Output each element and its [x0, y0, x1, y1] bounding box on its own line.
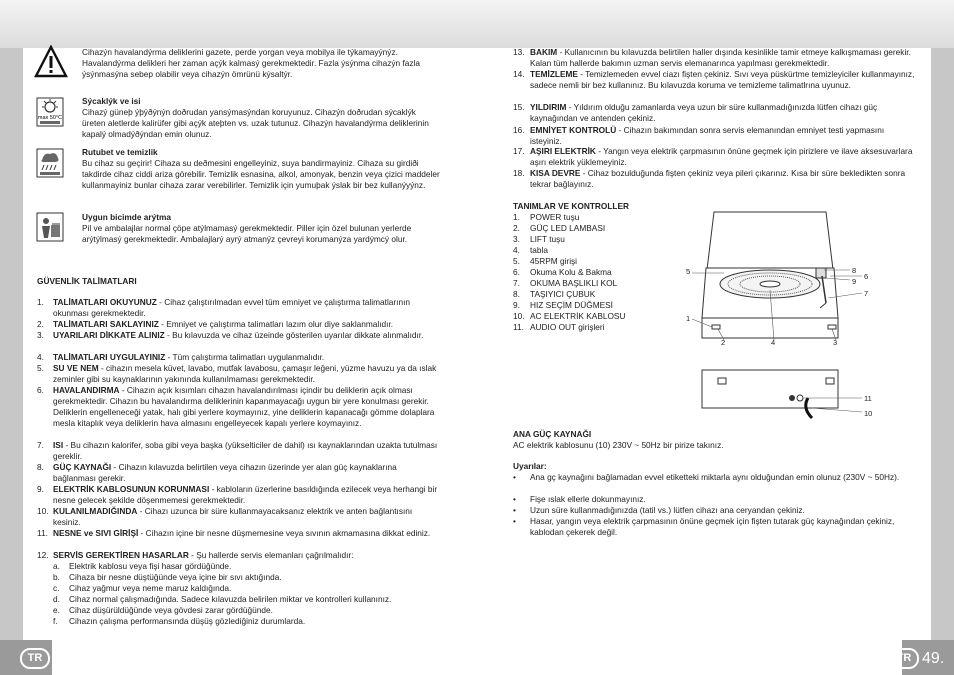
safety-item-text: - Cihazın içine bir nesne düşmemesine veya sıvının akmamasına dikkat ediniz.	[138, 528, 431, 538]
bullet: •	[513, 472, 516, 482]
callout-4: 4	[771, 338, 776, 347]
safety-item-text: - Cihazın bakımından sonra servis elemanından emniyet testi yapmasını isteyiniz.	[530, 125, 885, 146]
safety-item-title: SERVİS GEREKTİREN HASARLAR	[53, 550, 189, 560]
safety-item-title: AŞIRI ELEKTRİK	[530, 146, 596, 156]
control-number: 6.	[513, 267, 520, 277]
right-gutter	[931, 48, 954, 675]
sublist-item: Elektrik kablosu veya fişi hasar gördüğünde.	[69, 561, 232, 571]
safety-item-text: - Emniyet ve çalıştırma talimatları lazım olur diye saklanmalıdır.	[158, 319, 394, 329]
safety-item	[53, 363, 438, 385]
sublist-letter: b.	[53, 572, 60, 582]
safety-item-number: 14.	[513, 69, 525, 79]
safety-item	[530, 47, 915, 69]
bullet: •	[513, 516, 516, 526]
control-number: 8.	[513, 289, 520, 299]
control-number: 3.	[513, 234, 520, 244]
control-number: 9.	[513, 300, 520, 310]
sublist-item: Cihaz normal çalışmadığında. Sadece kılavuzda belirilen miktar ve kontrolleri kullanınız.	[69, 594, 392, 604]
safety-item-text: - Yangın veya elektrik çarpmasının önüne geçmek için pirizlere ve ilave aksesuvarlara aşırı elektrik yüklemeyiniz.	[530, 146, 913, 167]
safety-item	[53, 484, 438, 506]
control-number: 1.	[513, 212, 520, 222]
sublist-item: Cihaza bir nesne düştüğünde veya içine bir sıvı aktığında.	[69, 572, 282, 582]
recycle-bin-icon	[36, 212, 64, 242]
safety-item	[53, 330, 438, 341]
safety-item-number: 1.	[37, 297, 44, 307]
control-label: LIFT tuşu	[530, 234, 565, 244]
safety-item-text: - Bu kılavuzda ve cihaz üzeinde gösterilen uyarılar dikkate alınmalıdır.	[164, 330, 424, 340]
callout-3: 3	[833, 338, 838, 347]
safety-item-number: 11.	[37, 528, 48, 538]
disposal-title: Uygun bicimde arýtma	[82, 212, 171, 222]
max-temp-label: max 50°C	[37, 115, 63, 121]
safety-item-text: - Şu hallerde servis elemanları çağrılmalıdır:	[188, 550, 354, 560]
safety-item-text: - cihazın mesela küvet, lavabo, mutfak lavabosu, çamaşır leğeni, yüzme havuzu ya da ıslak zeminler gibi su kaynaklarının yakınında kullanılmaması gerekmektedir.	[53, 363, 437, 384]
disposal-text: Pil ve ambalajlar normal çöpe atýlmamasý gerekmektedir. Piller için özel bulunan yerlerde arýtýlmasý gerekmektedir. Ambalajlarý ayrý atmanýz çevreyi korumanýza yardýmcý olur.	[82, 223, 412, 244]
power-heading: ANA GÜÇ KAYNAĞI	[513, 429, 592, 439]
warning-item: Uzun süre kullanmadığınızda (tatil vs.) lütfen cihazı ana ceryandan çekiniz.	[530, 505, 805, 515]
top-band	[0, 0, 954, 48]
callout-7: 7	[864, 289, 869, 298]
safety-item-text: - Yıldırım olduğu zamanlarda veya uzun bir süre kullanmadığınızda lütfen cihazı güç kaynağından ve antenden çekiniz.	[530, 102, 878, 123]
safety-item-text: - Temizlemeden evvel ciazı fişten çekiniz. Sıvı veya püskürtme temizleyiciler kullanmayınız, sadece nemli bir bez kullanınız. Bu kılavuzda koruma ve temizleme talimatlrına uyunuz.	[530, 69, 915, 90]
safety-item-title: TEMİZLEME	[530, 69, 578, 79]
safety-item-text: - Kullanıcının bu kılavuzda belirtilen haller dışında kesinlikle tamir etmeye kalkışmaması gerekir. Kalan tüm hallerde bakımın uzman servis elemanarınca yapılması gerekmektedir.	[530, 47, 911, 68]
safety-item-number: 8.	[37, 462, 44, 472]
sublist-letter: a.	[53, 561, 60, 571]
safety-item-number: 16.	[513, 125, 525, 135]
safety-item	[53, 550, 438, 561]
control-label: Okuma Kolu & Bakma	[530, 267, 612, 277]
callout-10: 10	[864, 409, 873, 418]
lang-tag-left: TR	[20, 648, 50, 669]
safety-item-title: UYARILARI DİKKATE ALINIZ	[53, 330, 165, 340]
control-number: 11.	[513, 322, 524, 332]
safety-item-title: ELEKTRİK KABLOSUNUN KORUNMASI	[53, 484, 210, 494]
control-label: TAŞIYICI ÇUBUK	[530, 289, 596, 299]
callout-11: 11	[864, 394, 872, 403]
left-gutter	[0, 48, 23, 675]
safety-item	[53, 440, 438, 462]
safety-item-text: - kabloların üzerlerine basıldığında ezilecek veya herhangi bir nesne gelecek şekilde döşenmemesi gerekmektedir.	[53, 484, 438, 505]
safety-item	[530, 102, 915, 124]
safety-item-title: EMNİYET KONTROLÜ	[530, 125, 617, 135]
safety-item	[53, 297, 438, 319]
control-label: AC ELEKTRİK KABLOSU	[530, 311, 626, 321]
safety-item-title: BAKIM	[530, 47, 558, 57]
callout-1: 1	[686, 314, 691, 323]
control-label: HIZ SEÇİM DÜĞMESİ	[530, 300, 613, 310]
safety-item	[530, 125, 915, 147]
callout-8: 8	[852, 266, 857, 275]
ventilation-intro: Cihazýn havalandýrma deliklerini gazete, perde yorgan veya mobilya ile týkamayýnýz. Havalandýrma delikleri her zaman açýk kalmasý gerekmektedir. Fazla ýsýnma cihazýn fazla ýsýnmasýna sebep olabilir veya cihazýn ömrünü kýsaltýr.	[82, 47, 421, 79]
safety-item-title: ISI	[53, 440, 64, 450]
sublist-item: Cihaz düşürüldüğünde veya gövdesi zarar gördüğünde.	[69, 605, 273, 615]
warning-icon	[34, 45, 68, 79]
sublist-letter: f.	[53, 616, 58, 626]
safety-item-number: 2.	[37, 319, 44, 329]
safety-item-number: 18.	[513, 168, 525, 178]
warnings-heading: Uyarılar:	[513, 461, 547, 471]
sublist-letter: e.	[53, 605, 60, 615]
safety-item-text: - Cihazın açık kısımları cihazın havalandırılması içindir bu deliklerin açık olması gerekmektedir. Cihazın bu havalandırma deliklerinin kapanmayacağı uygun bir yere konulması gerekir. Deliklerin engelleneceği yatak, halı gibi yerlere koymayınız, yine deliklerin kapanacağı gömme dolaplara mesla kitaplık veya deliklerin hava almasını engelleyecek kapalı yerlere koymayınız.	[53, 385, 435, 428]
callout-5: 5	[686, 267, 691, 276]
safety-item-title: GÜÇ KAYNAĞI	[53, 462, 112, 472]
safety-item	[530, 146, 915, 168]
safety-item	[530, 69, 915, 91]
sublist-item: Cihazın çalışma performansında düşüş gözlediğiniz durumlarda.	[69, 616, 306, 626]
control-number: 5.	[513, 256, 520, 266]
heat-text: Cihazý güneþ ýþýðýnýn doðrudan yansýmasýndan koruyunuz. Cihazýn doðrudan sýcaklýk üreten aletlerde kalirüfer gibi açýk ateþten vs. uzak tutunuz. Cihazýn havalandýrma deliklerinin kapalý olmadýðýndan emin olunuz.	[82, 107, 429, 139]
safety-item-title: NESNE ve SIVI GİRİŞİ	[53, 528, 139, 538]
callout-6: 6	[864, 272, 869, 281]
safety-item	[53, 352, 438, 363]
safety-item-number: 7.	[37, 440, 44, 450]
safety-item-number: 10.	[37, 506, 49, 516]
control-number: 2.	[513, 223, 520, 233]
safety-item	[530, 168, 915, 190]
temperature-icon	[36, 97, 64, 127]
safety-item-number: 13.	[513, 47, 525, 57]
warning-item: Fişe ıslak ellerle dokunmayınız.	[530, 494, 646, 504]
safety-item-text: - Cihaz çalıştırılmadan evvel tüm emniyet ve çalıştırma talimatlarının okunması gerekmektedir.	[53, 297, 410, 318]
safety-item-title: KISA DEVRE	[530, 168, 581, 178]
page-number-left	[20, 648, 75, 669]
bullet: •	[513, 505, 516, 515]
control-number: 4.	[513, 245, 520, 255]
moisture-text: Bu cihaz su geçirir! Cihaza su deðmesini engelleyiniz, suya bandirmayiniz. Cihaza su girdiði takdirde cihaz ciddi ariza görebilir. Temizlik esnasina, alkol, amonyak, benzin veya çizici maddeler kullanmayiniz bunlar cihaza zarar verebilirler. Temizlik için yumuþak ýslak bir bez kullanýyýnz.	[82, 158, 440, 190]
safety-item-text: - Cihazın kılavuzda belirtilen veya cihazın üzerinde yer alan güç kaynaklarına bağlanması gerekir.	[53, 462, 397, 483]
safety-item-number: 3.	[37, 330, 44, 340]
safety-item-number: 17.	[513, 146, 525, 156]
safety-item-text: - Cihaz bozulduğunda fişten çekiniz veya pileri çıkarınız. Kısa bir süre bekledikten sonra tekrar bağlayınız.	[530, 168, 906, 189]
power-text: AC elektrik kablosunu (10) 230V ~ 50Hz bir pirize takınız.	[513, 440, 724, 450]
safety-item-title: HAVALANDIRMA	[53, 385, 120, 395]
safety-item	[53, 319, 438, 330]
safety-item-title: TALİMATLARI SAKLAYINIZ	[53, 319, 159, 329]
safety-item-text: - Tüm çalıştırma talimatları uygulanmalıdır.	[165, 352, 325, 362]
safety-item	[53, 462, 438, 484]
safety-item	[53, 506, 438, 528]
page-no-right: 49.	[922, 649, 945, 667]
lang-tag-right: TR	[889, 648, 919, 669]
safety-item-number: 9.	[37, 484, 44, 494]
control-label: tabla	[530, 245, 548, 255]
page-number-right	[889, 648, 944, 669]
control-label: AUDIO OUT girişleri	[530, 322, 605, 332]
control-label: 45RPM girişi	[530, 256, 578, 266]
controls-heading: TANIMLAR VE KONTROLLER	[513, 201, 629, 211]
safety-item-number: 15.	[513, 102, 525, 112]
safety-item-title: TALİMATLARI UYGULAYINIZ	[53, 352, 166, 362]
control-number: 10.	[513, 311, 525, 321]
warning-item: Ana gç kaynağını bağlamadan evvel etiketteki miktarla aynı olduğundan emin olunuz (230V ~ 50Hz).	[530, 472, 900, 482]
safety-heading: GÜVENLİK TALİMATLARI	[37, 276, 137, 286]
safety-item-number: 12.	[37, 550, 49, 560]
control-number: 7.	[513, 278, 520, 288]
safety-item-text: - Bu cihazın kalorifer, soba gibi veya başka (yükselticiler de dahil) ısı kaynaklarından uzakta tutulması gereklir.	[53, 440, 438, 461]
safety-item	[53, 385, 438, 429]
moisture-icon	[36, 148, 64, 178]
bullet: •	[513, 494, 516, 504]
sublist-item: Cihaz yağmur veya neme maruz kaldığında.	[69, 583, 232, 593]
heat-title: Sýcaklýk ve isi	[82, 96, 141, 106]
safety-item-title: KULANILMADIĞINDA	[53, 506, 138, 516]
page-no-left: 48.	[53, 649, 76, 667]
moisture-title: Rutubet ve temizlik	[82, 147, 158, 157]
callout-2: 2	[721, 338, 726, 347]
safety-item-title: YILDIRIM	[530, 102, 567, 112]
safety-item-number: 5.	[37, 363, 44, 373]
sublist-letter: d.	[53, 594, 60, 604]
control-label: POWER tuşu	[530, 212, 580, 222]
sublist-letter: c.	[53, 583, 60, 593]
turntable-diagram	[684, 208, 876, 423]
safety-item-title: SU VE NEM	[53, 363, 99, 373]
safety-item	[53, 528, 438, 539]
safety-item-title: TALİMATLARI OKUYUNUZ	[53, 297, 157, 307]
warning-item: Hasar, yangın veya elektrik çarpmasının önüne geçmek için fişten tutarak güç kaynağından çekiniz, kablodan çekerek değil.	[530, 516, 895, 537]
safety-item-number: 6.	[37, 385, 44, 395]
safety-item-number: 4.	[37, 352, 44, 362]
safety-item-text: - Cihazı uzunca bir süre kullanmayacaksanız elektrik ve anten bağlantısını kesiniz.	[53, 506, 413, 527]
control-label: GÜÇ LED LAMBASI	[530, 223, 606, 233]
callout-9: 9	[852, 277, 857, 286]
control-label: OKUMA BAŞLIKLI KOL	[530, 278, 618, 288]
